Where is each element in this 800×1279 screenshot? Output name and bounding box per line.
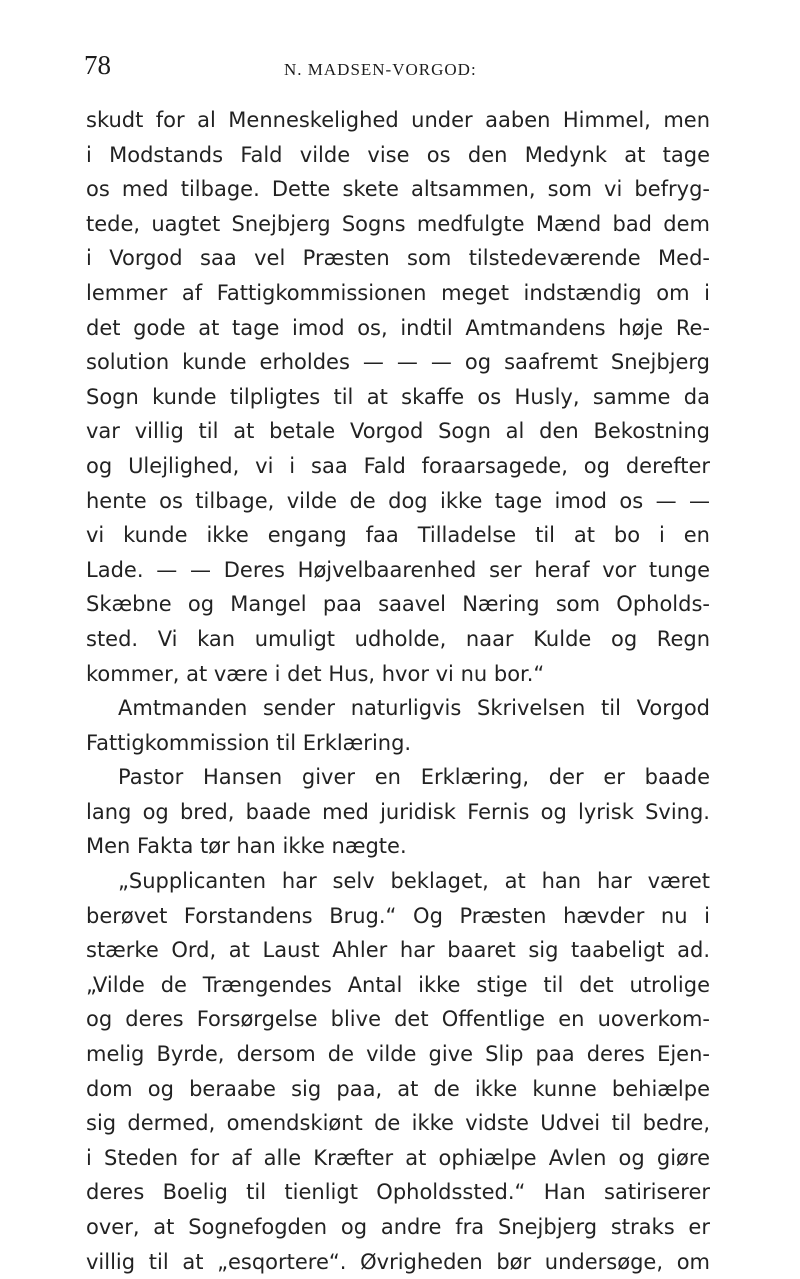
text-line: Skæbne og Mangel paa saavel Næring som Opholds- — [86, 592, 710, 617]
text-line: solution kunde erholdes — — — og saafremt Snejbjerg — [86, 350, 710, 375]
text-line: „Vilde de Trængendes Antal ikke stige til det utrolige — [86, 972, 710, 997]
text-line: sig dermed, omendskiønt de ikke vidste Udvei til bedre, — [86, 1111, 710, 1136]
text-line: i Modstands Fald vilde vise os den Medynk at tage — [86, 142, 710, 167]
text-line: og Ulejlighed, vi i saa Fald foraarsagede, og derefter — [86, 453, 710, 478]
text-line: Sogn kunde tilpligtes til at skaffe os Husly, samme da — [86, 384, 710, 409]
text-line: melig Byrde, dersom de vilde give Slip paa deres Ejen- — [86, 1042, 710, 1067]
text-line: os med tilbage. Dette skete altsammen, som vi befryg- — [86, 177, 710, 202]
text-line: vi kunde ikke engang faa Tilladelse til at bo i en — [86, 523, 710, 548]
text-line: Lade. — — Deres Højvelbaarenhed ser heraf vor tunge — [86, 557, 710, 582]
text-line: stærke Ord, at Laust Ahler har baaret sig taabeligt ad. — [86, 938, 710, 963]
text-line: lang og bred, baade med juridisk Fernis og lyrisk Sving. — [86, 799, 710, 824]
text-line: skudt for al Menneskelighed under aaben Himmel, men — [86, 108, 710, 132]
page-header — [84, 50, 708, 90]
text-line: i Vorgod saa vel Præsten som tilstedeværende Med- — [86, 246, 710, 271]
text-line: „Supplicanten har selv beklaget, at han har været — [118, 869, 710, 894]
text-line: villig til at „esqortere“. Øvrigheden bør undersøge, om — [86, 1249, 710, 1274]
body-text — [86, 103, 710, 1279]
text-line: tede, uagtet Snejbjerg Sogns medfulgte Mænd bad dem — [86, 211, 710, 236]
text-line: kommer, at være i det Hus, hvor vi nu bor.“ — [86, 661, 545, 686]
text-line: hente os tilbage, vilde de dog ikke tage imod os — — — [86, 488, 710, 513]
text-line: Amtmanden sender naturligvis Skrivelsen til Vorgod — [118, 696, 710, 721]
text-line: lemmer af Fattigkommissionen meget indstændig om i — [86, 280, 710, 305]
text-line: dom og beraabe sig paa, at de ikke kunne behiælpe — [86, 1076, 710, 1101]
text-line: over, at Sognefogden og andre fra Snejbjerg straks er — [86, 1215, 710, 1239]
running-head: N. MADSEN-VORGOD: — [284, 60, 477, 79]
text-line: Pastor Hansen giver en Erklæring, der er baade — [118, 765, 710, 790]
text-line: sted. Vi kan umuligt udholde, naar Kulde og Regn — [86, 626, 710, 651]
text-line: det gode at tage imod os, indtil Amtmandens høje Re- — [86, 315, 710, 340]
text-line: berøvet Forstandens Brug.“ Og Præsten hævder nu i — [86, 903, 710, 928]
text-line: var villig til at betale Vorgod Sogn al den Bekostning — [86, 419, 710, 444]
text-line: i Steden for af alle Kræfter at ophiælpe Avlen og giøre — [86, 1145, 710, 1170]
text-line: Men Fakta tør han ikke nægte. — [86, 834, 407, 859]
page-number: 78 — [84, 50, 111, 80]
text-line: og deres Forsørgelse blive det Offentlige en uoverkom- — [86, 1007, 710, 1032]
text-line: deres Boelig til tienligt Opholdssted.“ Han satiriserer — [86, 1180, 710, 1205]
text-line: Fattigkommission til Erklæring. — [86, 730, 412, 755]
